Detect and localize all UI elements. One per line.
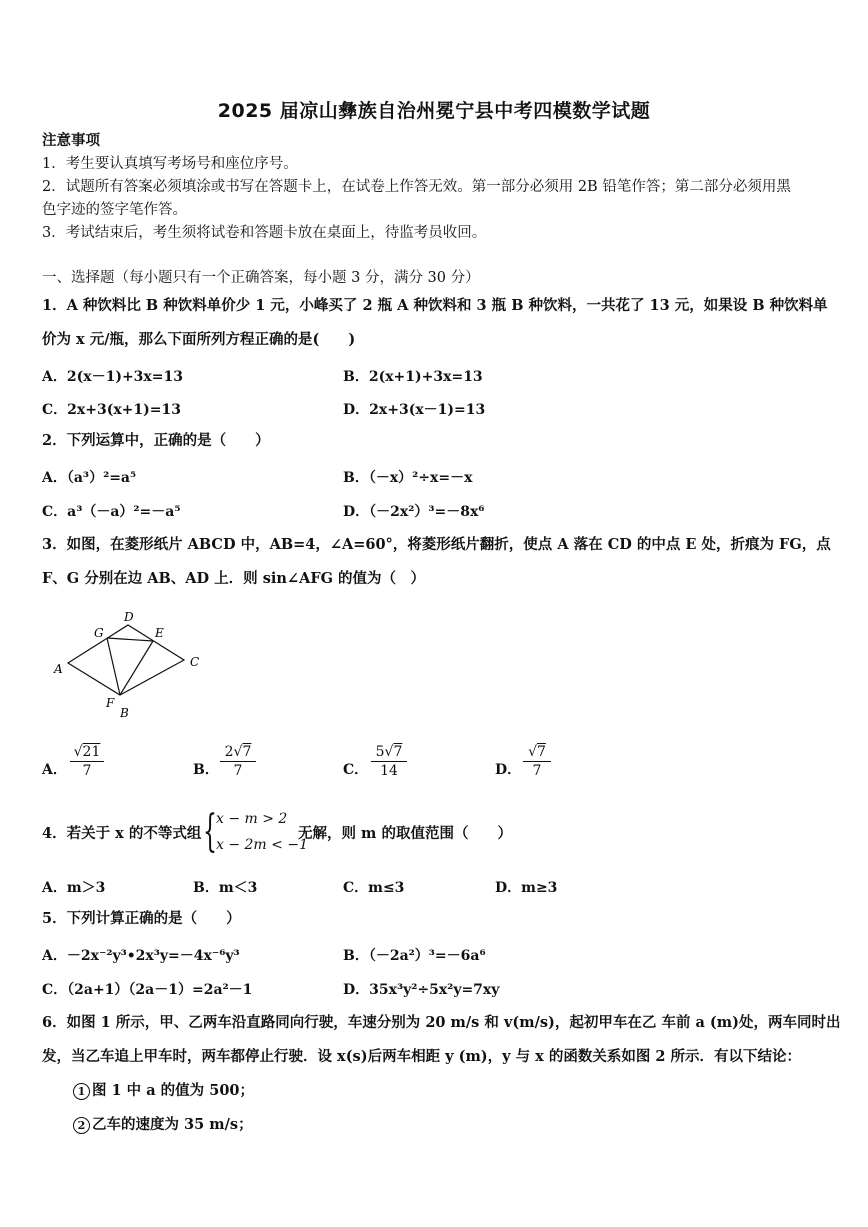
q3-stem-line1: 3．如图，在菱形纸片 ABCD 中，AB=4，∠A=60°，将菱形纸片翻折，使点 A 落在 CD 的中点 E 处，折痕为 FG，点: [42, 536, 831, 553]
q5-option-d: D．35x³y²÷5x²y=7xy: [343, 982, 500, 998]
q4-inequality-2: x − 2m < −1: [216, 837, 308, 853]
circled-number-1: 1: [73, 1083, 90, 1100]
q6-stem-line2: 发，当乙车追上甲车时，两车都停止行驶．设 x(s)后两车相距 y (m)，y 与 x 的函数关系如图 2 所示．有以下结论：: [42, 1048, 802, 1065]
q3-option-d-fraction: √7 7: [523, 744, 551, 779]
q1-option-b: B．2(x+1)+3x=13: [343, 369, 483, 385]
q4-brace: {: [203, 806, 217, 857]
q3-option-a-label: A．: [42, 762, 67, 778]
q4-stem-pre: 4．若关于 x 的不等式组: [42, 825, 202, 842]
q5-option-a: A．－2x⁻²y³•2x³y=－4x⁻⁶y³: [42, 948, 240, 964]
label-g: G: [94, 626, 104, 640]
q3-option-c-label: C．: [343, 762, 369, 778]
q2-stem: 2．下列运算中，正确的是（ ）: [42, 432, 270, 449]
label-b: B: [120, 706, 129, 720]
q4-option-b: B．m＜3: [193, 880, 258, 896]
q5-option-b: B．（－2a²）³=－6a⁶: [343, 948, 486, 964]
q1-option-d: D．2x+3(x－1)=13: [343, 402, 486, 418]
q2-option-a: A．（a³）²=a⁵: [42, 470, 137, 486]
q2-option-b: B．（－x）²÷x=－x: [343, 470, 473, 486]
q6-stem-line1: 6．如图 1 所示，甲、乙两车沿直路同向行驶，车速分别为 20 m/s 和 v(m/s)，起初甲车在乙 车前 a (m)处，两车同时出: [42, 1014, 841, 1031]
q2-option-d: D．（－2x²）³=－8x⁶: [343, 504, 485, 520]
circled-number-2: 2: [73, 1117, 90, 1134]
q4-option-a: A．m＞3: [42, 880, 106, 896]
notice-item-1: 1．考生要认真填写考场号和座位序号。: [42, 156, 298, 172]
q4-inequality-1: x − m > 2: [216, 811, 288, 827]
label-d: D: [124, 610, 134, 624]
q1-stem-line2: 价为 x 元/瓶，那么下面所列方程正确的是( ): [42, 331, 356, 348]
q4-stem-post: 无解，则 m 的取值范围（ ）: [298, 825, 512, 842]
q4-option-d: D．m≥3: [495, 880, 558, 896]
notice-item-2: 2．试题所有答案必须填涂或书写在答题卡上，在试卷上作答无效。第一部分必须用 2B 铅笔作答；第二部分必须用黑: [42, 179, 791, 195]
q6-conclusion-2: 2 乙车的速度为 35 m/s；: [73, 1115, 253, 1135]
q5-stem: 5．下列计算正确的是（ ）: [42, 910, 241, 927]
q3-stem-line2: F、G 分别在边 AB、AD 上．则 sin∠AFG 的值为（ ）: [42, 570, 426, 587]
q2-option-c: C．a³（－a）²=－a⁵: [42, 504, 181, 520]
label-e: E: [155, 626, 164, 640]
notice-item-3: 3．考试结束后，考生须将试卷和答题卡放在桌面上，待监考员收回。: [42, 225, 487, 241]
q3-option-b-fraction: 2√7 7: [220, 744, 256, 779]
q3-option-c-fraction: 5√7 14: [371, 744, 407, 779]
q3-option-a-fraction: √21 7: [70, 744, 104, 779]
q1-option-c: C．2x+3(x+1)=13: [42, 402, 181, 418]
q4-option-c: C．m≤3: [343, 880, 405, 896]
notice-heading: 注意事项: [42, 132, 100, 149]
label-c: C: [190, 655, 200, 669]
page-title: 2025 届凉山彝族自治州冕宁县中考四模数学试题: [217, 100, 651, 122]
q1-option-a: A．2(x－1)+3x=13: [42, 369, 183, 385]
section-heading: 一、选择题（每小题只有一个正确答案，每小题 3 分，满分 30 分）: [42, 270, 480, 286]
notice-item-2-cont: 色字迹的签字笔作答。: [42, 202, 187, 218]
q3-option-b-label: B．: [193, 762, 219, 778]
q3-option-d-label: D．: [495, 762, 522, 778]
label-f: F: [106, 696, 115, 710]
label-a: A: [54, 662, 63, 676]
rhombus-figure: [50, 605, 210, 720]
q1-stem-line1: 1．A 种饮料比 B 种饮料单价少 1 元，小峰买了 2 瓶 A 种饮料和 3 瓶 B 种饮料，一共花了 13 元，如果设 B 种饮料单: [42, 297, 828, 314]
q6-conclusion-1: 1 图 1 中 a 的值为 500；: [73, 1081, 254, 1101]
q5-option-c: C．（2a+1）（2a－1）=2a²－1: [42, 982, 253, 998]
